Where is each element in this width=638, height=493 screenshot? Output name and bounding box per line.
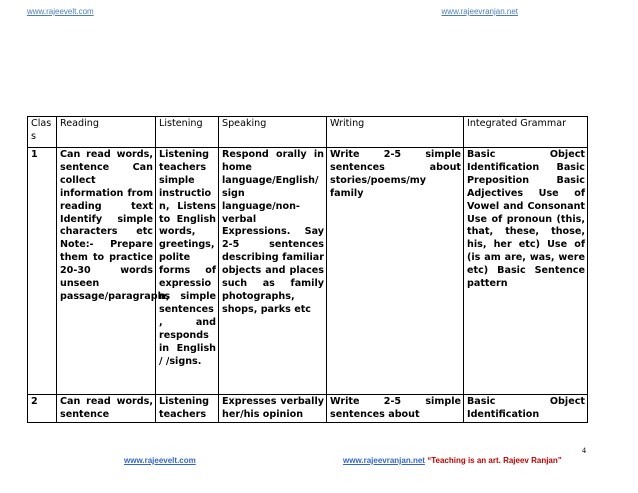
speaking-cell: Respond orally in home language/English/ sign language/non-verbal Expressions. Say 2-5 sentences describing familiar objects and places such as family photographs, shops, parks etc	[219, 148, 327, 395]
header-left-link[interactable]: www.rajeevelt.com	[27, 7, 94, 16]
footer-left-link[interactable]: www.rajeevelt.com	[124, 456, 196, 465]
column-header-class: Clas s	[28, 117, 57, 148]
footer-right-link[interactable]: www.rajeevranjan.net	[343, 456, 425, 465]
table-row	[28, 395, 588, 423]
writing-cell: Write 2-5 simple sentences about	[327, 395, 464, 423]
footer-right	[343, 456, 562, 465]
column-header-writing: Writing	[327, 117, 464, 148]
footer-quote: “Teaching is an art. Rajeev Ranjan”	[427, 456, 562, 465]
table-row	[28, 148, 588, 395]
writing-cell: Write 2-5 simple sentences about stories/poems/my family	[327, 148, 464, 395]
header-right-link[interactable]: www.rajeevranjan.net	[441, 7, 518, 16]
column-header-listening: Listening	[156, 117, 219, 148]
column-header-speaking: Speaking	[219, 117, 327, 148]
grammar-cell: Basic Object Identification Basic Preposition Basic Adjectives Use of Vowel and Consonant Use of pronoun (this, that, these, those, his, her etc) Use of (is am are, was, were etc) Basic Sentence pattern	[464, 148, 588, 395]
page-number: 4	[582, 446, 586, 455]
column-header-reading: Reading	[57, 117, 156, 148]
listening-cell: Listening teachers simple instructio n, Listens to English words, greetings, polite forms of expressio n, simple sentences , and responds in English / /signs.	[156, 148, 219, 395]
reading-cell: Can read words, sentence Can collect information from reading text Identify simple characters etc Note:- Prepare them to practice 20-30 words unseen passage/paragraphs	[57, 148, 156, 395]
speaking-cell: Expresses verbally her/his opinion	[219, 395, 327, 423]
listening-cell: Listening teachers	[156, 395, 219, 423]
reading-cell: Can read words, sentence	[57, 395, 156, 423]
curriculum-table	[27, 116, 588, 423]
grammar-cell: Basic Object Identification	[464, 395, 588, 423]
column-header-grammar: Integrated Grammar	[464, 117, 588, 148]
class-cell: 2	[28, 395, 57, 423]
class-cell: 1	[28, 148, 57, 395]
table-header-row	[28, 117, 588, 148]
